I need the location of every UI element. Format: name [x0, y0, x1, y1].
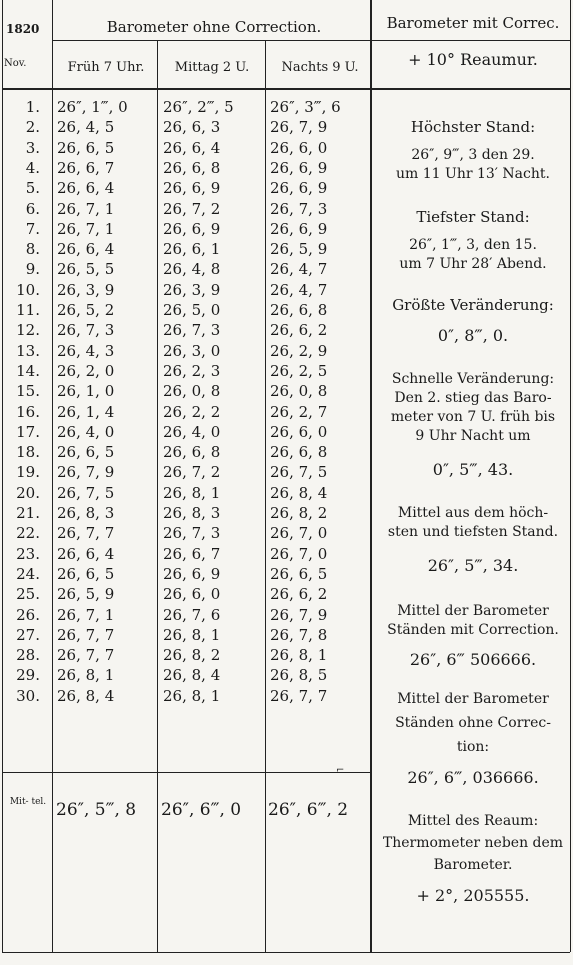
- reading-morning: 26, 6, 4: [57, 544, 115, 563]
- reading-morning: 26, 8, 4: [57, 686, 115, 705]
- table-row: [0, 98, 370, 118]
- table-row: [0, 179, 370, 199]
- table-row: [0, 585, 370, 605]
- grosste-head: Größte Veränderung:: [392, 296, 554, 314]
- reading-night: 26, 8, 4: [270, 483, 328, 502]
- title-barometer-ohne: Barometer ohne Correction.: [106, 18, 322, 36]
- reading-night: 26, 7, 9: [270, 118, 328, 137]
- reading-night: 26, 6, 9: [270, 219, 328, 238]
- day-number: 19.: [16, 463, 40, 482]
- reading-night: 26, 7, 0: [270, 544, 328, 563]
- mittel-mit-value: 26″, 6‴ 506666.: [409, 650, 537, 669]
- table-row: [0, 423, 370, 443]
- reading-night: 26, 6, 5: [270, 564, 328, 583]
- reading-night: 26, 6, 8: [270, 443, 328, 462]
- day-number: 22.: [16, 524, 40, 543]
- mittel-mit-line2: Ständen mit Correction.: [387, 622, 559, 638]
- table-row: [0, 565, 370, 585]
- mittel-night: 26″, 6‴, 2: [268, 800, 349, 820]
- day-number: 15.: [16, 382, 40, 401]
- reading-night: 26, 6, 8: [270, 301, 328, 319]
- reading-night: 26, 2, 7: [270, 402, 328, 421]
- day-number: 26.: [16, 605, 40, 624]
- reading-morning: 26, 7, 1: [57, 199, 115, 218]
- tiefster-line1: 26″, 1‴, 3, den 15.: [409, 237, 537, 253]
- mittel-ohne-line2: Ständen ohne Correc-: [395, 715, 551, 731]
- reading-night: 26, 6, 2: [270, 585, 328, 604]
- reading-noon: 26, 6, 8: [163, 158, 221, 177]
- reading-night: 26, 6, 0: [270, 138, 328, 157]
- table-row: [0, 260, 370, 280]
- table-row: [0, 403, 370, 423]
- reading-morning: 26, 5, 2: [57, 301, 115, 319]
- day-number: 28.: [16, 646, 40, 665]
- reading-noon: 26, 2, 3: [163, 361, 221, 380]
- day-number: 7.: [25, 219, 40, 238]
- day-number: 5.: [25, 179, 40, 198]
- day-number: 1.: [25, 98, 40, 116]
- reading-noon: 26, 6, 7: [163, 544, 221, 563]
- reading-noon: 26, 4, 8: [163, 260, 221, 279]
- reading-morning: 26, 4, 3: [57, 341, 115, 360]
- schnelle-line3: meter von 7 U. früh bis: [390, 409, 556, 425]
- reading-night: 26, 6, 9: [270, 158, 328, 177]
- table-row: [0, 504, 370, 524]
- mittel-hochst-line1: Mittel aus dem höch-: [397, 505, 549, 521]
- reading-morning: 26, 6, 7: [57, 158, 115, 177]
- reading-noon: 26, 3, 9: [163, 280, 221, 299]
- mittel-hochst-line2: sten und tiefsten Stand.: [387, 524, 559, 540]
- reading-night: 26, 8, 5: [270, 666, 328, 685]
- table-row: [0, 362, 370, 382]
- table-row: [0, 281, 370, 301]
- table-row: [0, 342, 370, 362]
- reading-noon: 26, 8, 2: [163, 646, 221, 665]
- reading-morning: 26, 5, 5: [57, 260, 115, 279]
- reading-night: 26, 8, 1: [270, 646, 328, 665]
- day-number: 29.: [16, 666, 40, 685]
- tiefster-line2: um 7 Uhr 28′ Abend.: [399, 256, 547, 272]
- reading-morning: 26, 7, 1: [57, 219, 115, 238]
- reading-morning: 26, 7, 7: [57, 646, 115, 665]
- reading-morning: 26, 2, 0: [57, 361, 115, 380]
- reading-night: 26, 7, 9: [270, 605, 328, 624]
- day-number: 14.: [16, 361, 40, 380]
- reading-noon: 26, 8, 1: [163, 625, 221, 644]
- schnelle-value: 0″, 5‴, 43.: [432, 460, 514, 479]
- reading-noon: 26, 7, 2: [163, 199, 221, 218]
- table-row: [0, 646, 370, 666]
- reading-noon: 26, 6, 9: [163, 564, 221, 583]
- reading-morning: 26″, 1‴, 0: [57, 98, 128, 116]
- reaum-line2: Thermometer neben dem: [382, 835, 564, 851]
- reading-noon: 26, 8, 3: [163, 504, 221, 522]
- reading-noon: 26, 6, 8: [163, 443, 221, 462]
- reading-morning: 26, 6, 5: [57, 443, 115, 462]
- reading-noon: 26, 7, 3: [163, 321, 221, 340]
- reading-morning: 26, 1, 4: [57, 402, 115, 421]
- reading-morning: 26, 8, 1: [57, 666, 115, 685]
- reading-night: 26, 8, 2: [270, 504, 328, 522]
- reading-noon: 26, 7, 3: [163, 524, 221, 543]
- day-number: 23.: [16, 544, 40, 563]
- day-number: 18.: [16, 443, 40, 462]
- divider-right-panel: [370, 0, 372, 952]
- reaum-value: + 2°, 205555.: [416, 886, 530, 905]
- reading-morning: 26, 1, 0: [57, 382, 115, 401]
- schnelle-line1: Schnelle Veränderung:: [391, 371, 555, 387]
- table-row: [0, 321, 370, 341]
- mittel-label: Mit- tel.: [9, 797, 47, 807]
- reading-night: 26, 4, 7: [270, 260, 328, 279]
- reading-morning: 26, 8, 3: [57, 504, 115, 522]
- reading-night: 26, 2, 5: [270, 361, 328, 380]
- day-number: 13.: [16, 341, 40, 360]
- reading-noon: 26, 2, 2: [163, 402, 221, 421]
- reaum-line3: Barometer.: [433, 857, 513, 873]
- reading-noon: 26, 7, 2: [163, 463, 221, 482]
- table-row: [0, 463, 370, 483]
- mittel-mit-line1: Mittel der Barometer: [397, 603, 549, 619]
- reading-morning: 26, 6, 5: [57, 564, 115, 583]
- mittel-ohne-line3: tion:: [456, 739, 490, 755]
- reading-night: 26, 5, 9: [270, 240, 328, 259]
- reading-morning: 26, 7, 7: [57, 625, 115, 644]
- reading-night: 26, 7, 0: [270, 524, 328, 543]
- reading-night: 26, 7, 8: [270, 625, 328, 644]
- day-number: 20.: [16, 483, 40, 502]
- reading-noon: 26, 6, 9: [163, 179, 221, 198]
- reading-night: 26, 0, 8: [270, 382, 328, 401]
- reading-morning: 26, 7, 9: [57, 463, 115, 482]
- table-row: [0, 200, 370, 220]
- table-row: [0, 484, 370, 504]
- reading-noon: 26, 6, 4: [163, 138, 221, 157]
- bottom-rule: [2, 952, 570, 953]
- reading-noon: 26, 8, 1: [163, 483, 221, 502]
- mittel-ohne-value: 26″, 6‴, 036666.: [407, 768, 539, 787]
- table-row: [0, 606, 370, 626]
- reading-noon: 26, 8, 1: [163, 686, 221, 705]
- table-row: [0, 687, 370, 707]
- reading-noon: 26, 5, 0: [163, 301, 221, 319]
- day-number: 3.: [25, 138, 40, 157]
- title-barometer-mit: Barometer mit Correc.: [386, 14, 560, 32]
- reading-noon: 26, 6, 9: [163, 219, 221, 238]
- day-number: 10.: [16, 280, 40, 299]
- grosste-value: 0″, 8‴, 0.: [437, 326, 509, 345]
- table-row: [0, 443, 370, 463]
- table-row: [0, 139, 370, 159]
- reading-night: 26, 4, 7: [270, 280, 328, 299]
- month-label: Nov.: [4, 58, 27, 69]
- day-number: 17.: [16, 422, 40, 441]
- col-head-noon: Mittag 2 U.: [174, 60, 250, 75]
- reading-morning: 26, 6, 5: [57, 138, 115, 157]
- right-title-rule: [370, 40, 570, 41]
- table-row: [0, 159, 370, 179]
- day-number: 30.: [16, 686, 40, 705]
- reading-noon: 26″, 2‴, 5: [163, 98, 234, 116]
- reading-night: 26, 7, 3: [270, 199, 328, 218]
- reading-morning: 26, 7, 3: [57, 321, 115, 340]
- schnelle-line2: Den 2. stieg das Baro-: [394, 390, 552, 406]
- title-reaumur: + 10° Reaumur.: [408, 50, 538, 69]
- table-top-rule: [2, 88, 570, 90]
- mittel-noon: 26″, 6‴, 0: [161, 800, 242, 820]
- reading-noon: 26, 3, 0: [163, 341, 221, 360]
- table-row: [0, 220, 370, 240]
- table-row: [0, 626, 370, 646]
- day-number: 24.: [16, 564, 40, 583]
- mittel-hochst-value: 26″, 5‴, 34.: [427, 556, 519, 575]
- day-number: 2.: [25, 118, 40, 137]
- reading-noon: 26, 0, 8: [163, 382, 221, 401]
- day-number: 6.: [25, 199, 40, 218]
- reading-morning: 26, 3, 9: [57, 280, 115, 299]
- table-row: [0, 301, 370, 321]
- reading-noon: 26, 6, 1: [163, 240, 221, 259]
- reading-morning: 26, 5, 9: [57, 585, 115, 604]
- day-number: 8.: [25, 240, 40, 259]
- day-number: 12.: [16, 321, 40, 340]
- hochster-line2: um 11 Uhr 13′ Nacht.: [396, 166, 550, 182]
- reading-night: 26, 6, 0: [270, 422, 328, 441]
- reading-noon: 26, 7, 6: [163, 605, 221, 624]
- table-row: [0, 666, 370, 686]
- day-number: 16.: [16, 402, 40, 421]
- reading-noon: 26, 6, 3: [163, 118, 221, 137]
- reading-night: 26, 2, 9: [270, 341, 328, 360]
- mittel-rule: [2, 772, 370, 773]
- day-number: 11.: [16, 301, 40, 319]
- reading-morning: 26, 7, 7: [57, 524, 115, 543]
- header-rule: [52, 40, 370, 41]
- reading-morning: 26, 7, 1: [57, 605, 115, 624]
- reading-morning: 26, 6, 4: [57, 179, 115, 198]
- reading-noon: 26, 8, 4: [163, 666, 221, 685]
- reading-night: 26, 6, 2: [270, 321, 328, 340]
- reading-morning: 26, 7, 5: [57, 483, 115, 502]
- mark-tick: ⌐: [336, 765, 345, 776]
- tiefster-head: Tiefster Stand:: [416, 208, 530, 226]
- day-number: 9.: [25, 260, 40, 279]
- reading-noon: 26, 4, 0: [163, 422, 221, 441]
- reading-night: 26, 7, 7: [270, 686, 328, 705]
- table-row: [0, 545, 370, 565]
- hochster-line1: 26″, 9‴, 3 den 29.: [411, 147, 535, 163]
- schnelle-line4: 9 Uhr Nacht um: [415, 428, 531, 444]
- col-head-morning: Früh 7 Uhr.: [67, 60, 145, 75]
- table-row: [0, 240, 370, 260]
- right-border: [570, 0, 571, 952]
- reading-morning: 26, 4, 5: [57, 118, 115, 137]
- day-number: 21.: [16, 504, 40, 522]
- table-row: [0, 382, 370, 402]
- hochster-head: Höchster Stand:: [410, 118, 536, 136]
- table-row: [0, 524, 370, 544]
- day-number: 4.: [25, 158, 40, 177]
- reading-night: 26″, 3‴, 6: [270, 98, 341, 116]
- reading-morning: 26, 4, 0: [57, 422, 115, 441]
- col-head-night: Nachts 9 U.: [281, 60, 359, 75]
- table-row: [0, 118, 370, 138]
- mittel-ohne-line1: Mittel der Barometer: [397, 691, 549, 707]
- day-number: 27.: [16, 625, 40, 644]
- day-number: 25.: [16, 585, 40, 604]
- reading-morning: 26, 6, 4: [57, 240, 115, 259]
- year-label: 1820: [6, 22, 40, 36]
- reading-night: 26, 7, 5: [270, 463, 328, 482]
- reading-noon: 26, 6, 0: [163, 585, 221, 604]
- mittel-morning: 26″, 5‴, 8: [56, 800, 137, 820]
- reading-night: 26, 6, 9: [270, 179, 328, 198]
- reaum-line1: Mittel des Reaum:: [407, 813, 539, 829]
